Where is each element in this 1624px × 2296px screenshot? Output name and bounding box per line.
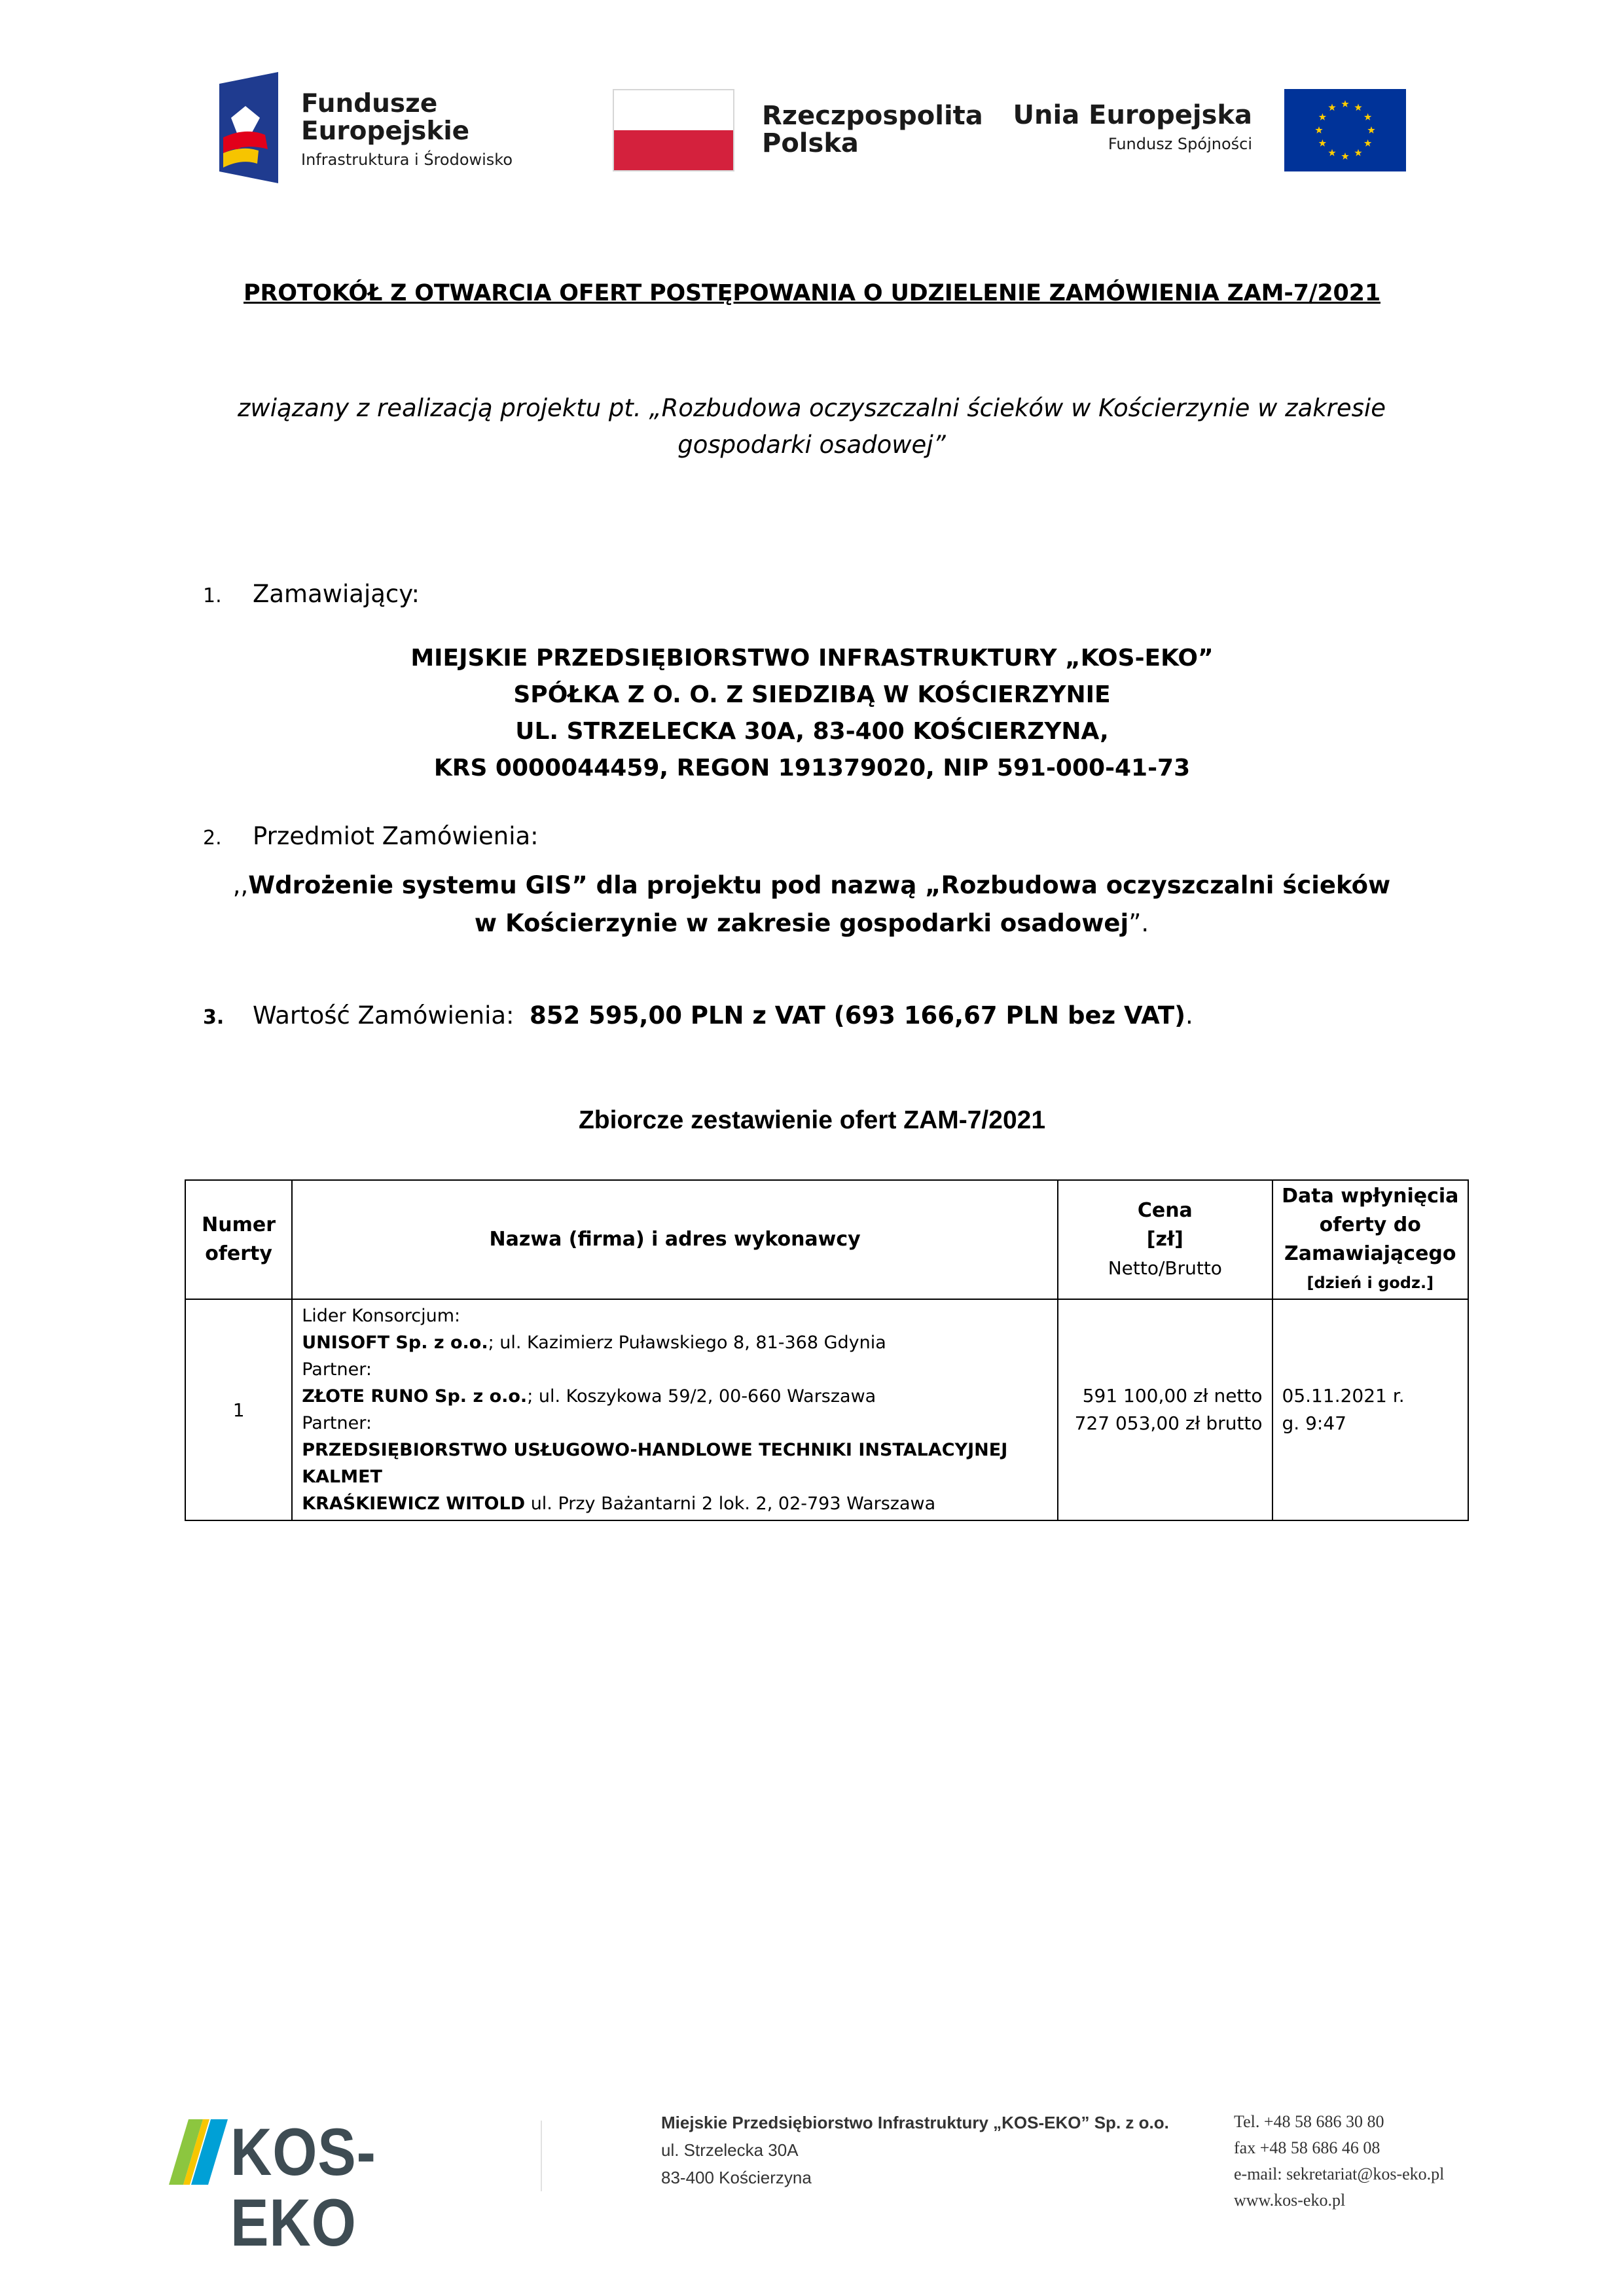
eu-flag-icon	[1284, 89, 1406, 171]
kos-eko-stripes-icon	[169, 2119, 229, 2185]
price-net: 591 100,00 zł netto	[1082, 1385, 1263, 1407]
ordering-party-line: UL. STRZELECKA 30A, 83-400 KOŚCIERZYNA,	[515, 718, 1109, 745]
footer-www[interactable]: www.kos-eko.pl	[1234, 2191, 1346, 2210]
date-cell	[1272, 1299, 1468, 1520]
polish-flag-icon	[613, 89, 734, 171]
leader-label: Lider Konsorcjum:	[302, 1306, 461, 1326]
section-2-heading	[203, 822, 539, 850]
header-date	[1272, 1180, 1468, 1299]
header-date-line2: oferty do	[1319, 1213, 1421, 1236]
section-3-label: Wartość Zamówienia:	[253, 1001, 514, 1030]
footer-fax: fax +48 58 686 46 08	[1234, 2138, 1380, 2157]
eu-star-icon	[1367, 126, 1375, 134]
header-num-line2: oferty	[205, 1242, 272, 1265]
table-header-row	[185, 1180, 1468, 1299]
header-contractor: Nazwa (firma) i adres wykonawcy	[292, 1180, 1058, 1299]
rzeczpospolita-polska-logo	[613, 89, 983, 174]
ordering-party-line: KRS 0000044459, REGON 191379020, NIP 591-000-41-73	[433, 755, 1191, 781]
ordering-party-block	[0, 640, 1624, 787]
footer-company-address	[661, 2109, 1169, 2191]
fe-logo-line3: Infrastruktura i Środowisko	[301, 151, 513, 169]
kos-eko-wordmark: KOS-EKO	[230, 2115, 376, 2260]
partner2-address: ul. Przy Bażantarni 2 lok. 2, 02-793 Warszawa	[525, 1494, 936, 1514]
eu-star-icon	[1328, 103, 1335, 111]
partner1-label: Partner:	[302, 1359, 372, 1380]
eu-logo-line2: Fundusz Spójności	[1108, 135, 1252, 153]
eu-star-icon	[1364, 113, 1371, 120]
eu-star-icon	[1364, 139, 1371, 147]
table-row	[185, 1299, 1468, 1520]
header-num-line1: Numer	[202, 1213, 276, 1236]
eu-star-icon	[1319, 113, 1326, 120]
eu-star-icon	[1354, 149, 1362, 156]
footer-tel: Tel. +48 58 686 30 80	[1234, 2112, 1384, 2131]
unia-europejska-logo	[1013, 89, 1406, 174]
eu-star-icon	[1341, 152, 1348, 160]
order-value: 852 595,00 PLN z VAT (693 166,67 PLN bez VAT)	[530, 1001, 1186, 1030]
eu-star-icon	[1341, 100, 1348, 107]
rp-logo-line2: Polska	[762, 128, 859, 158]
header-price	[1058, 1180, 1272, 1299]
document-subtitle	[196, 390, 1427, 463]
section-2-label: Przedmiot Zamówienia:	[253, 822, 539, 850]
eu-star-icon	[1328, 149, 1335, 156]
partner1-address: ; ul. Koszykowa 59/2, 00-660 Warszawa	[527, 1386, 876, 1407]
fundusze-europejskie-logo	[219, 72, 547, 183]
footer-contact	[1234, 2109, 1444, 2214]
offer-date: 05.11.2021 r.	[1282, 1385, 1405, 1407]
partner2-label: Partner:	[302, 1413, 372, 1433]
subtitle-line-1: związany z realizacją projektu pt. „Rozbudowa oczyszczalni ścieków w Kościerzynie w zakresie	[238, 394, 1386, 422]
section-3-heading	[203, 1001, 1193, 1030]
header-date-line3: Zamawiającego	[1284, 1242, 1456, 1265]
section-1-label: Zamawiający:	[253, 580, 420, 608]
footer-divider	[541, 2121, 542, 2191]
subject-prefix: ,,	[232, 871, 249, 899]
contractor-cell	[292, 1299, 1058, 1520]
document-title: PROTOKÓŁ Z OTWARCIA OFERT POSTĘPOWANIA O UDZIELENIE ZAMÓWIENIA ZAM-7/2021	[244, 280, 1380, 306]
eu-logo-line1: Unia Europejska	[1013, 100, 1252, 130]
subject-line-2: w Kościerzynie w zakresie gospodarki osadowej	[474, 909, 1129, 937]
partner2-name-line1: PRZEDSIĘBIORSTWO USŁUGOWO-HANDLOWE TECHNIKI INSTALACYJNEJ KALMET	[302, 1440, 1008, 1487]
partner1-name: ZŁOTE RUNO Sp. z o.o.	[302, 1386, 528, 1407]
footer-city: 83-400 Kościerzyna	[661, 2168, 812, 2187]
rp-logo-line1: Rzeczpospolita	[762, 101, 983, 131]
footer-company-name: Miejskie Przedsiębiorstwo Infrastruktury „KOS-EKO” Sp. z o.o.	[661, 2113, 1169, 2132]
price-cell	[1058, 1299, 1272, 1520]
subject-line-1: Wdrożenie systemu GIS” dla projektu pod nazwą „Rozbudowa oczyszczalni ścieków	[248, 871, 1391, 899]
header-price-line3: Netto/Brutto	[1108, 1257, 1222, 1279]
summary-title: Zbiorcze zestawienie ofert ZAM-7/2021	[578, 1106, 1046, 1134]
partner2-name-line2: KRAŚKIEWICZ WITOLD	[302, 1494, 526, 1514]
fe-logo-line2: Europejskie	[301, 117, 470, 146]
subtitle-line-2: gospodarki osadowej”	[677, 431, 946, 459]
leader-address: ; ul. Kazimierz Puławskiego 8, 81-368 Gdynia	[488, 1333, 886, 1353]
section-1-heading	[203, 580, 420, 608]
eu-star-icon	[1315, 126, 1322, 134]
fe-logo-line1: Fundusze	[301, 89, 438, 118]
header-offer-number	[185, 1180, 292, 1299]
section-1-number: 1.	[203, 584, 222, 607]
order-subject	[196, 867, 1427, 942]
section-2-number: 2.	[203, 827, 222, 850]
eu-star-icon	[1319, 139, 1326, 147]
offers-table	[185, 1179, 1469, 1521]
leader-name: UNISOFT Sp. z o.o.	[302, 1333, 488, 1353]
ordering-party-line: SPÓŁKA Z O. O. Z SIEDZIBĄ W KOŚCIERZYNIE	[513, 681, 1111, 708]
header-price-line2: [zł]	[1146, 1228, 1183, 1251]
ordering-party-line: MIEJSKIE PRZEDSIĘBIORSTWO INFRASTRUKTURY „KOS-EKO”	[410, 645, 1214, 672]
footer-email: e-mail: sekretariat@kos-eko.pl	[1234, 2164, 1445, 2183]
header-date-line1: Data wpłynięcia	[1282, 1185, 1459, 1208]
header-price-line1: Cena	[1137, 1199, 1193, 1222]
section-3-number: 3.	[203, 1006, 225, 1029]
eu-star-icon	[1354, 103, 1362, 111]
kos-eko-logo	[169, 2115, 477, 2260]
order-value-tail: .	[1185, 1001, 1193, 1030]
footer-street: ul. Strzelecka 30A	[661, 2140, 799, 2160]
fundusze-europejskie-emblem-icon	[219, 72, 278, 183]
subject-line-2-tail: ”.	[1128, 909, 1149, 937]
offer-number: 1	[185, 1299, 292, 1520]
price-gross: 727 053,00 zł brutto	[1074, 1412, 1263, 1434]
header-date-line4: [dzień i godz.]	[1307, 1274, 1434, 1292]
offer-time: g. 9:47	[1282, 1412, 1346, 1434]
